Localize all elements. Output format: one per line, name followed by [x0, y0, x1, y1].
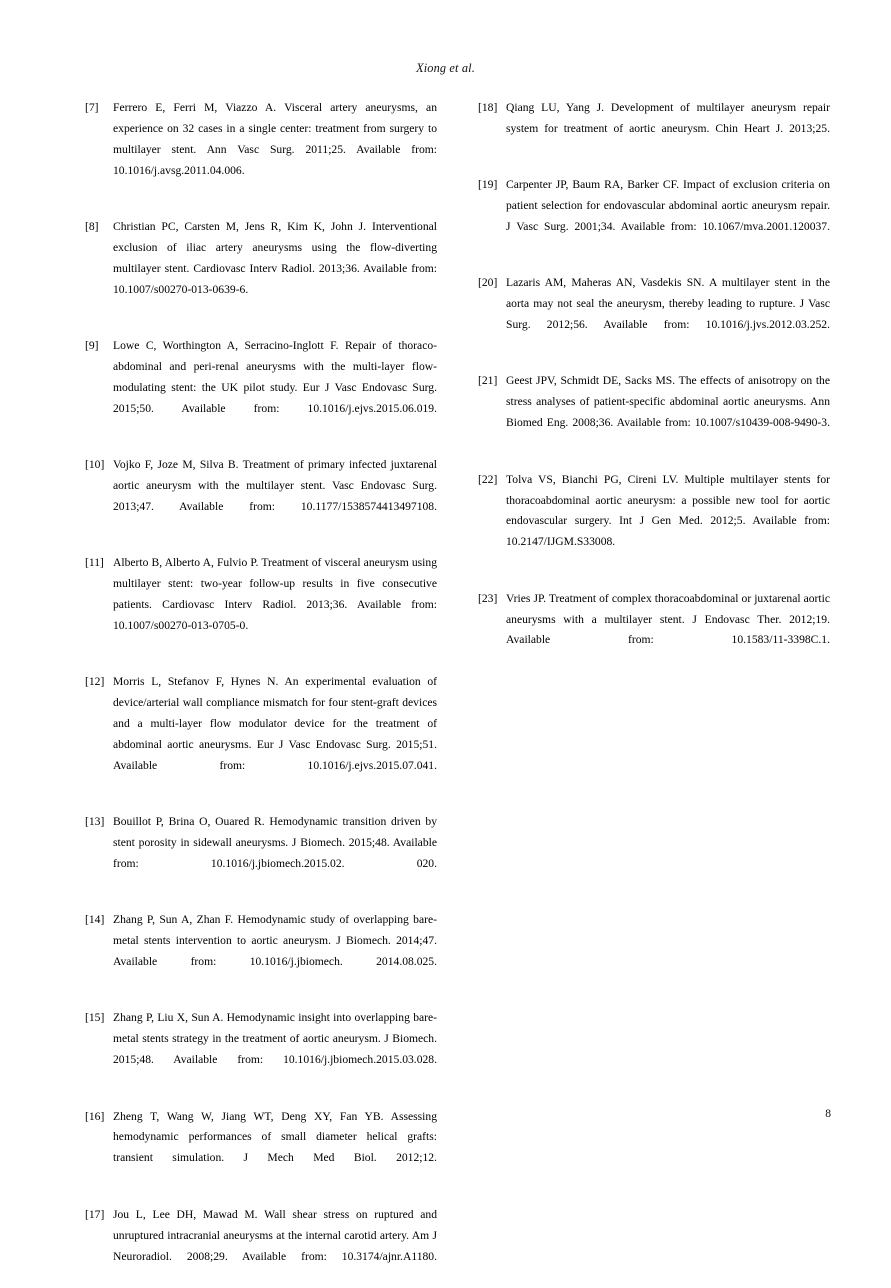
- reference-entry: [85, 98, 437, 203]
- reference-text: Zheng T, Wang W, Jiang WT, Deng XY, Fan YB. Assessing hemodynamic performances of small diameter helical grafts: transient simulation. J Mech Med Biol. 2012;12.: [113, 1109, 437, 1165]
- reference-number: [16]: [85, 1109, 105, 1123]
- reference-number: [13]: [85, 815, 105, 829]
- reference-entry: [85, 812, 437, 896]
- reference-entry: [478, 98, 830, 161]
- reference-column-left: [85, 98, 437, 1288]
- reference-entry: [85, 553, 437, 658]
- reference-entry: [478, 175, 830, 259]
- reference-column-right: [478, 98, 830, 672]
- reference-entry: [85, 910, 437, 994]
- reference-number: [15]: [85, 1011, 105, 1025]
- reference-number: [12]: [85, 675, 105, 689]
- reference-text: Qiang LU, Yang J. Development of multilayer aneurysm repair system for treatment of aortic aneurysm. Chin Heart J. 2013;25.: [506, 101, 830, 135]
- reference-text: Lazaris AM, Maheras AN, Vasdekis SN. A multilayer stent in the aorta may not seal the aneurysm, thereby leading to rupture. J Vasc Surg. 2012;56. Available from: 10.1016/j.jvs.2012.03.252.: [506, 276, 830, 332]
- reference-number: [8]: [85, 220, 99, 234]
- reference-text: Geest JPV, Schmidt DE, Sacks MS. The effects of anisotropy on the stress analyses of patient-specific abdominal aortic aneurysms. Ann Biomed Eng. 2008;36. Available from: 10.1007/s10439-008-9490-3.: [506, 374, 830, 430]
- reference-text: Zhang P, Liu X, Sun A. Hemodynamic insight into overlapping bare-metal stents strategy in the treatment of aortic aneurysm. J Biomech. 2015;48. Available from: 10.1016/j.jbiomech.2015.03.028.: [113, 1011, 437, 1067]
- reference-text: Alberto B, Alberto A, Fulvio P. Treatment of visceral aneurysm using multilayer stent: two-year follow-up results in five consecutive patients. Cardiovasc Interv Radiol. 2013;36. Available from: 10.1007/s00270-013-0705-0.: [113, 556, 437, 632]
- reference-text: Vojko F, Joze M, Silva B. Treatment of primary infected juxtarenal aortic aneurysm with the multilayer stent. Vasc Endovasc Surg. 2013;47. Available from: 10.1177/1538574413497108.: [113, 458, 437, 513]
- reference-entry: [85, 1008, 437, 1092]
- reference-entry: [478, 470, 830, 575]
- reference-number: [10]: [85, 458, 105, 472]
- reference-number: [11]: [85, 556, 104, 570]
- reference-number: [19]: [478, 178, 498, 192]
- reference-entry: [478, 589, 830, 673]
- reference-text: Vries JP. Treatment of complex thoracoabdominal or juxtarenal aortic aneurysms with a multilayer stent. J Endovasc Ther. 2012;19. Available from: 10.1583/11-3398C.1.: [506, 591, 830, 647]
- reference-entry: [478, 273, 830, 357]
- reference-text: Bouillot P, Brina O, Ouared R. Hemodynamic transition driven by stent porosity in sidewall aneurysms. J Biomech. 2015;48. Available from: 10.1016/j.jbiomech.2015.02. 020.: [113, 815, 437, 870]
- page-number: 8: [825, 1107, 831, 1120]
- reference-columns: [85, 98, 831, 1263]
- reference-number: [14]: [85, 913, 105, 927]
- reference-number: [17]: [85, 1207, 105, 1221]
- reference-entry: [85, 672, 437, 797]
- reference-entry: [85, 1107, 437, 1191]
- reference-number: [23]: [478, 591, 498, 605]
- reference-text: Jou L, Lee DH, Mawad M. Wall shear stress on ruptured and unruptured intracranial aneurysms at the internal carotid artery. Am J Neuroradiol. 2008;29. Available from: 10.3174/ajnr.A1180.: [113, 1207, 437, 1263]
- reference-entry: [85, 336, 437, 441]
- reference-text: Christian PC, Carsten M, Jens R, Kim K, John J. Interventional exclusion of iliac artery aneurysms using the flow-diverting multilayer stent. Cardiovasc Interv Radiol. 2013;36. Available from: 10.1007/s00270-013-0639-6.: [113, 220, 437, 296]
- reference-entry: [85, 1205, 437, 1288]
- reference-text: Tolva VS, Bianchi PG, Cireni LV. Multiple multilayer stents for thoracoabdominal aortic aneurysm: a possible new tool for aortic endovascular surgery. Int J Gen Med. 2012;5. Available from: 10.2147/IJGM.S33008.: [506, 472, 830, 549]
- reference-number: [20]: [478, 276, 498, 290]
- reference-number: [9]: [85, 339, 99, 353]
- reference-text: Carpenter JP, Baum RA, Barker CF. Impact of exclusion criteria on patient selection for endovascular abdominal aortic aneurysm repair. J Vasc Surg. 2001;34. Available from: 10.1067/mva.2001.120037.: [506, 178, 830, 234]
- reference-text: Zhang P, Sun A, Zhan F. Hemodynamic study of overlapping bare-metal stents intervention to aortic aneurysm. J Biomech. 2014;47. Available from: 10.1016/j.jbiomech. 2014.08.025.: [113, 913, 437, 969]
- reference-number: [7]: [85, 101, 99, 114]
- reference-entry: [85, 217, 437, 322]
- running-head: Xiong et al.: [416, 61, 475, 75]
- reference-entry: [85, 455, 437, 539]
- reference-text: Ferrero E, Ferri M, Viazzo A. Visceral artery aneurysms, an experience on 32 cases in a single center: treatment from surgery to multilayer stent. Ann Vasc Surg. 2011;25. Available from: 10.1016/j.avsg.2011.04.006.: [113, 101, 437, 177]
- reference-number: [18]: [478, 101, 498, 114]
- reference-entry: [478, 371, 830, 455]
- reference-number: [21]: [478, 374, 498, 388]
- reference-text: Lowe C, Worthington A, Serracino-Inglott F. Repair of thoraco-abdominal and peri-renal aneurysms with the multi-layer flow-modulating stent: the UK pilot study. Eur J Vasc Endovasc Surg. 2015;50. Available from: 10.1016/j.ejvs.2015.06.019.: [113, 339, 437, 415]
- reference-number: [22]: [478, 472, 498, 486]
- reference-text: Morris L, Stefanov F, Hynes N. An experimental evaluation of device/arterial wall compliance mismatch for four stent-graft devices and a multi-layer flow modulator device for the treatment of abdominal aortic aneurysms. Eur J Vasc Endovasc Surg. 2015;51. Available from: 10.1016/j.ejvs.2015.07.041.: [113, 675, 437, 772]
